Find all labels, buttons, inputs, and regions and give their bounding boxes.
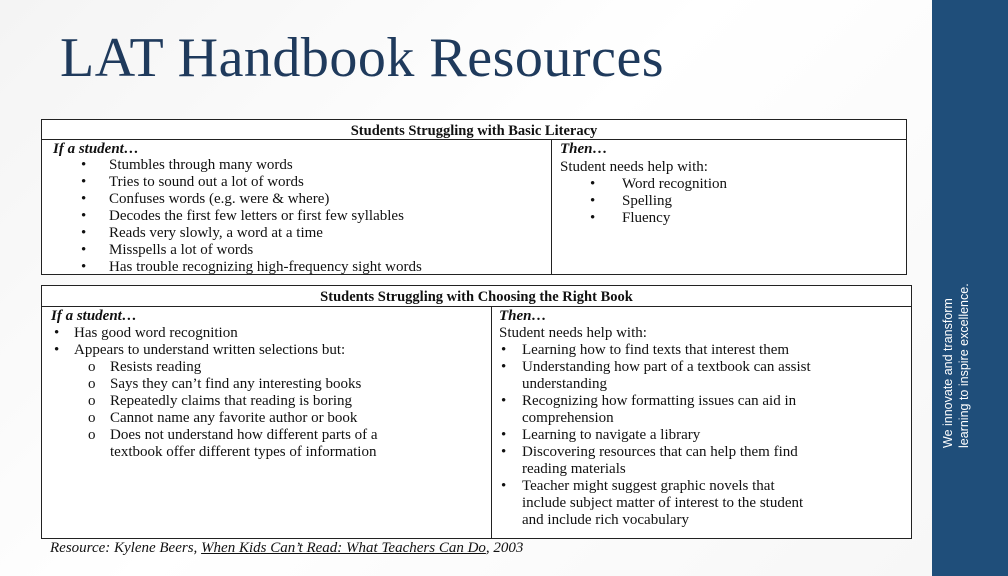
list-item: • Has trouble recognizing high-frequency sight words [81, 259, 422, 275]
right-label: Then… [499, 308, 547, 324]
list-item: • Recognizing how formatting issues can aid in [501, 393, 797, 409]
right-label: Then… [560, 141, 608, 157]
list-item: • Understanding how part of a textbook can assist [501, 359, 811, 375]
table-header: Students Struggling with Basic Literacy [350, 123, 598, 139]
list-item-continued: textbook offer different types of information [110, 444, 377, 460]
list-item: • Appears to understand written selections but: [54, 342, 346, 358]
right-column [552, 139, 906, 274]
list-item-continued: reading materials [522, 461, 626, 477]
list-item: • Has good word recognition [54, 325, 238, 341]
resource-suffix: , 2003 [485, 540, 524, 556]
list-item: • Tries to sound out a lot of words [81, 174, 304, 190]
left-list [54, 325, 345, 359]
list-item: • Spelling [590, 193, 673, 209]
table-header: Students Struggling with Choosing the Right Book [320, 289, 633, 305]
list-item: o Does not understand how different parts of a [88, 427, 378, 443]
list-item: • Stumbles through many words [81, 157, 293, 173]
left-column [42, 306, 492, 538]
right-list [501, 342, 811, 529]
list-item: o Says they can’t find any interesting books [88, 376, 362, 392]
right-list [590, 176, 727, 227]
tagline-line-2: learning to inspire excellence. [957, 283, 971, 448]
list-item-continued: comprehension [522, 410, 614, 426]
list-item: • Confuses words (e.g. were & where) [81, 191, 330, 207]
list-item: • Misspells a lot of words [81, 242, 254, 258]
list-item: • Learning to navigate a library [501, 427, 701, 443]
list-item: • Word recognition [590, 176, 728, 192]
list-item: o Cannot name any favorite author or book [88, 410, 358, 426]
left-list [81, 157, 422, 276]
tagline-line-1: We innovate and transform [941, 298, 955, 448]
list-item: • Learning how to find texts that interest them [501, 342, 790, 358]
left-sublist [88, 359, 378, 461]
right-column [492, 306, 911, 538]
resource-prefix: Resource: Kylene Beers, [50, 540, 202, 556]
right-intro: Student needs help with: [499, 325, 647, 341]
left-label: If a student… [51, 308, 137, 324]
left-column [42, 139, 552, 274]
list-item: o Repeatedly claims that reading is boring [88, 393, 353, 409]
list-item: o Resists reading [88, 359, 202, 375]
list-item-continued: understanding [522, 376, 607, 392]
list-item: • Decodes the first few letters or first few syllables [81, 208, 404, 224]
list-item: • Fluency [590, 210, 671, 226]
list-item-continued: include subject matter of interest to the student [522, 495, 804, 511]
left-label: If a student… [53, 141, 139, 157]
slide-title: LAT Handbook Resources [60, 27, 665, 89]
list-item: • Teacher might suggest graphic novels that [501, 478, 775, 494]
list-item: • Reads very slowly, a word at a time [81, 225, 323, 241]
right-intro: Student needs help with: [560, 159, 708, 175]
list-item-continued: and include rich vocabulary [522, 512, 690, 528]
list-item: • Discovering resources that can help them find [501, 444, 798, 460]
choosing-book-table [41, 285, 912, 539]
resource-citation [50, 540, 523, 557]
resource-book-title: When Kids Can’t Read: What Teachers Can Do [201, 540, 486, 556]
basic-literacy-table [41, 119, 907, 275]
